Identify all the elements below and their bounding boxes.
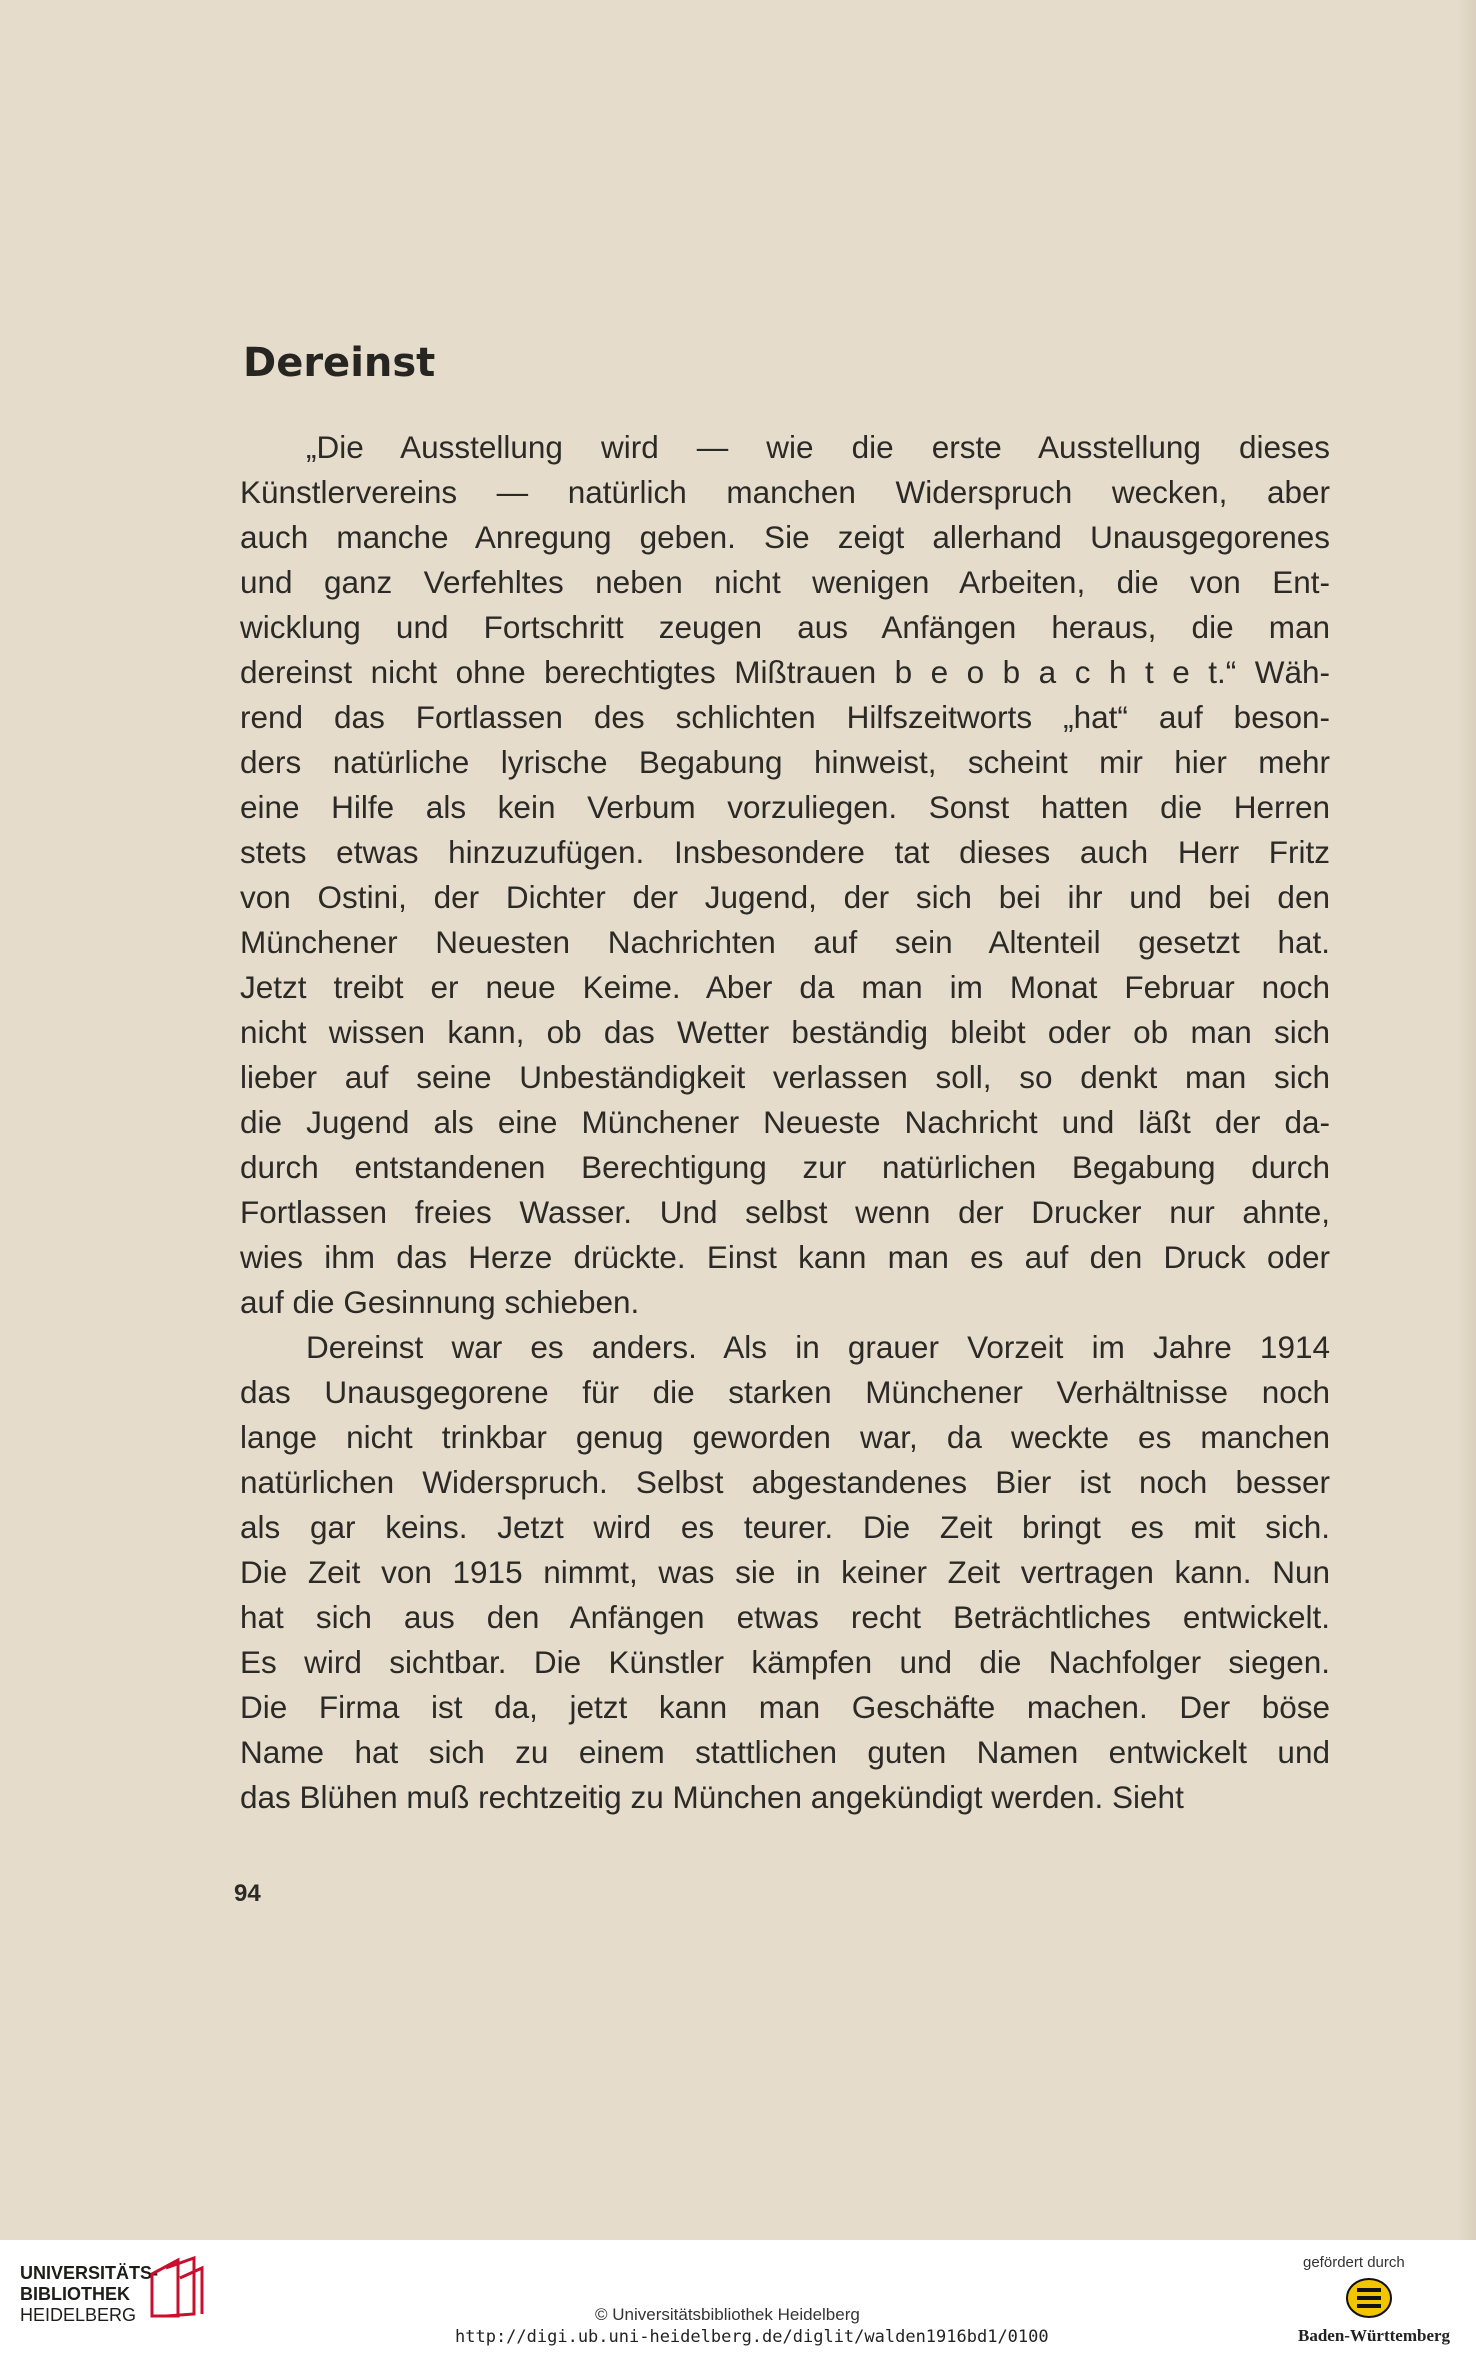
page-number: 94	[234, 1880, 261, 1907]
body-text	[240, 425, 1330, 1820]
text-line: Münchener Neuesten Nachrichten auf sein Altenteil gesetzt hat.	[240, 924, 1330, 960]
text-line: von Ostini, der Dichter der Jugend, der sich bei ihr und bei den	[240, 879, 1330, 915]
text-line: natürlichen Widerspruch. Selbst abgestandenes Bier ist noch besser	[240, 1464, 1330, 1500]
page-heading: Dereinst	[243, 340, 436, 386]
text-line: das Unausgegorene für die starken Münchener Verhältnisse noch	[240, 1374, 1330, 1410]
text-line: „Die Ausstellung wird — wie die erste Ausstellung dieses	[306, 429, 1330, 465]
text-line: dereinst nicht ohne berechtigtes Mißtrauen b e o b a c h t e t.“ Wäh-	[240, 654, 1330, 690]
text-line: lange nicht trinkbar genug geworden war, da weckte es manchen	[240, 1419, 1330, 1455]
text-line: wies ihm das Herze drückte. Einst kann man es auf den Druck oder	[240, 1239, 1330, 1275]
text-line: und ganz Verfehltes neben nicht wenigen Arbeiten, die von Ent-	[240, 564, 1330, 600]
library-logo[interactable]	[20, 2263, 158, 2326]
text-line: Fortlassen freies Wasser. Und selbst wenn der Drucker nur ahnte,	[240, 1194, 1330, 1230]
permalink-url[interactable]: http://digi.ub.uni-heidelberg.de/diglit/walden1916bd1/0100	[455, 2327, 1049, 2347]
text-line: Künstlervereins — natürlich manchen Widerspruch wecken, aber	[240, 474, 1330, 510]
library-logo-line: UNIVERSITÄTS-	[20, 2263, 159, 2283]
text-line: Name hat sich zu einem stattlichen guten Namen entwickelt und	[240, 1734, 1330, 1770]
text-line: eine Hilfe als kein Verbum vorzuliegen. Sonst hatten die Herren	[240, 789, 1330, 825]
text-line: ders natürliche lyrische Begabung hinweist, scheint mir hier mehr	[240, 744, 1330, 780]
text-line: das Blühen muß rechtzeitig zu München angekündigt werden. Sieht	[240, 1779, 1184, 1815]
library-emblem-icon	[148, 2256, 206, 2320]
page-edge-shadow	[1458, 0, 1476, 2240]
library-logo-line: HEIDELBERG	[20, 2305, 137, 2325]
text-line: Die Zeit von 1915 nimmt, was sie in keiner Zeit vertragen kann. Nun	[240, 1554, 1330, 1590]
text-line: auch manche Anregung geben. Sie zeigt allerhand Unausgegorenes	[240, 519, 1330, 555]
funder-name: Baden-Württemberg	[1298, 2326, 1451, 2345]
copyright-notice: © Universitätsbibliothek Heidelberg	[595, 2305, 860, 2324]
text-line: Dereinst war es anders. Als in grauer Vorzeit im Jahre 1914	[306, 1329, 1330, 1365]
funded-by-label: gefördert durch	[1303, 2254, 1405, 2271]
text-line: wicklung und Fortschritt zeugen aus Anfängen heraus, die man	[240, 609, 1330, 645]
text-line: Es wird sichtbar. Die Künstler kämpfen und die Nachfolger siegen.	[240, 1644, 1330, 1680]
text-line: auf die Gesinnung schieben.	[240, 1284, 640, 1320]
text-line: nicht wissen kann, ob das Wetter beständig bleibt oder ob man sich	[240, 1014, 1330, 1050]
baden-wuerttemberg-coat-of-arms-icon	[1345, 2276, 1393, 2320]
text-line: als gar keins. Jetzt wird es teurer. Die Zeit bringt es mit sich.	[240, 1509, 1330, 1545]
library-logo-line: BIBLIOTHEK	[20, 2284, 130, 2304]
text-line: rend das Fortlassen des schlichten Hilfszeitworts „hat“ auf beson-	[240, 699, 1330, 735]
text-line: lieber auf seine Unbeständigkeit verlassen soll, so denkt man sich	[240, 1059, 1330, 1095]
text-line: stets etwas hinzuzufügen. Insbesondere tat dieses auch Herr Fritz	[240, 834, 1330, 870]
text-line: durch entstandenen Berechtigung zur natürlichen Begabung durch	[240, 1149, 1330, 1185]
text-line: Jetzt treibt er neue Keime. Aber da man im Monat Februar noch	[240, 969, 1330, 1005]
text-line: hat sich aus den Anfängen etwas recht Beträchtliches entwickelt.	[240, 1599, 1330, 1635]
text-line: die Jugend als eine Münchener Neueste Nachricht und läßt der da-	[240, 1104, 1330, 1140]
text-line: Die Firma ist da, jetzt kann man Geschäfte machen. Der böse	[240, 1689, 1330, 1725]
